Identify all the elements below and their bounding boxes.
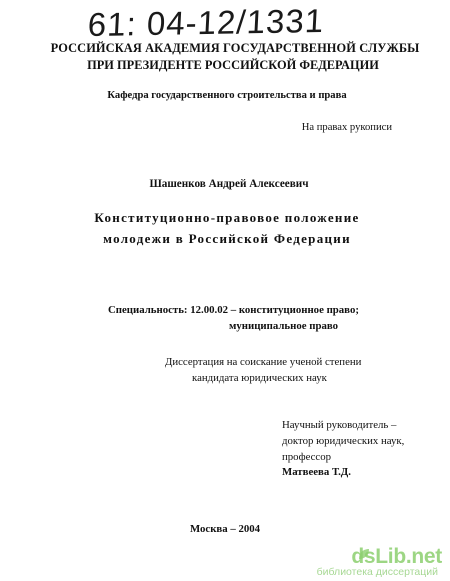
rights-note: На правах рукописи [301, 122, 392, 133]
dissertation-title-line1: Конституционно-правовое положение [94, 210, 360, 225]
supervisor-degree: доктор юридических наук, [282, 435, 405, 447]
dissertation-title-line2: молодежи в Российской Федерации [103, 231, 351, 246]
supervisor-title: профессор [282, 451, 332, 463]
specialty-line1: Специальность: 12.00.02 – конституционное право; [108, 304, 359, 316]
degree-line2: кандидата юридических наук [192, 372, 327, 384]
degree-line1: Диссертация на соискание ученой степени [165, 356, 362, 368]
academy-name-line2: ПРИ ПРЕЗИДЕНТЕ РОССИЙСКОЙ ФЕДЕРАЦИИ [87, 58, 379, 72]
author-name: Шашенков Андрей Алексеевич [149, 178, 309, 190]
archive-stamp: 61: 04-12/1331 [86, 1, 326, 44]
watermark-logo[interactable]: dsLib.net [351, 545, 442, 568]
watermark-subtitle: библиотека диссертаций [316, 566, 438, 578]
department-name: Кафедра государственного строительства и права [107, 90, 347, 101]
supervisor-name: Матвеева Т.Д. [282, 466, 351, 478]
city-year: Москва – 2004 [189, 523, 261, 535]
supervisor-role: Научный руководитель – [282, 419, 397, 431]
specialty-line2: муниципальное право [229, 320, 339, 332]
academy-name-line1: РОССИЙСКАЯ АКАДЕМИЯ ГОСУДАРСТВЕННОЙ СЛУЖБЫ [50, 41, 420, 55]
